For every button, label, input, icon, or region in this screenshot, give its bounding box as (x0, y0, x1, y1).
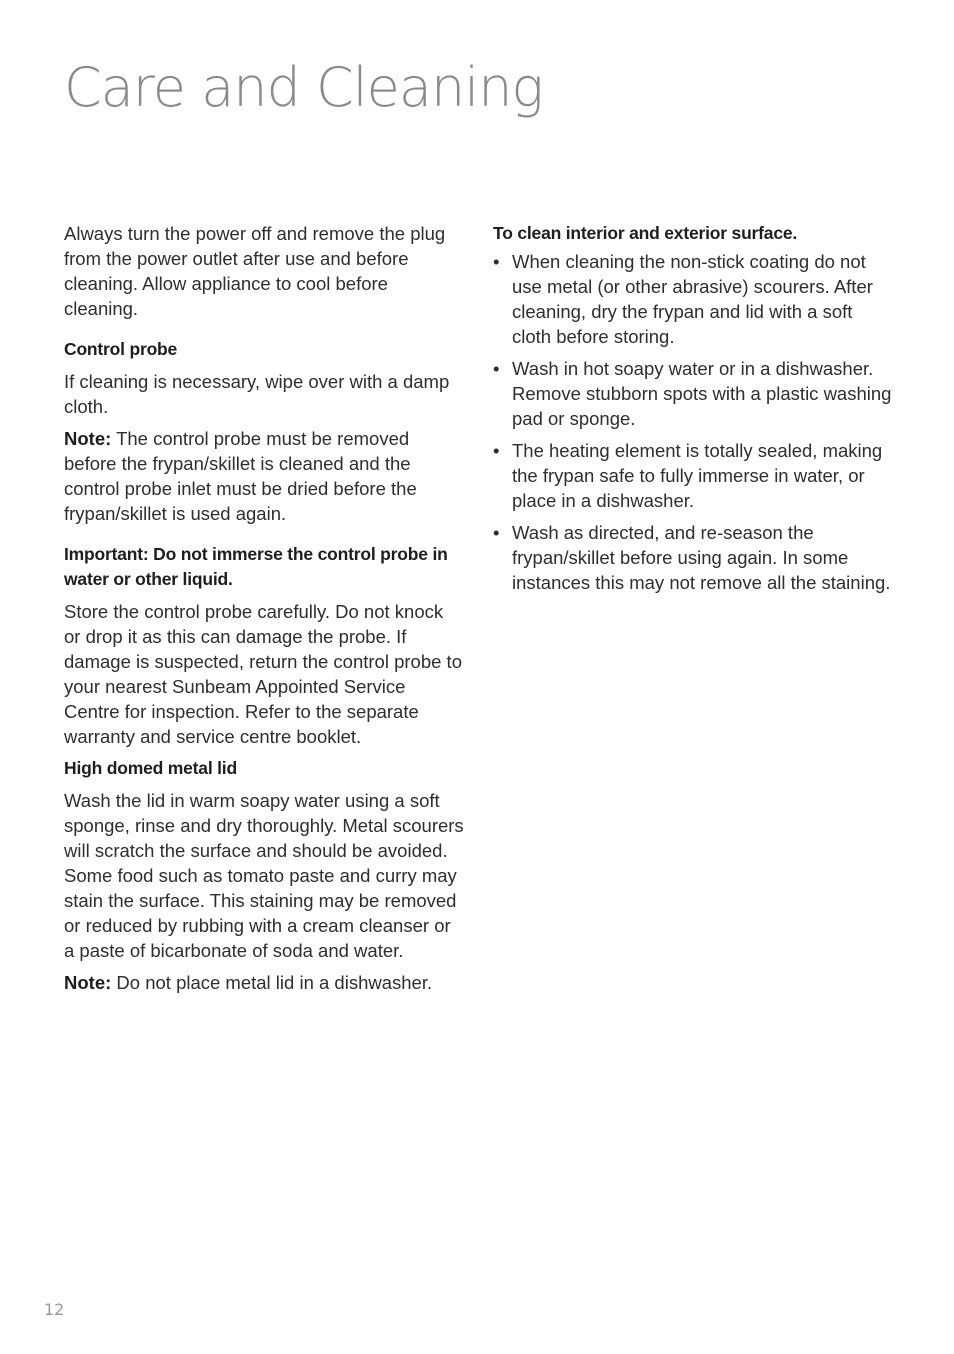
important-heading: Important: Do not immerse the control probe in water or other liquid. (64, 544, 448, 589)
control-probe-body: If cleaning is necessary, wipe over with a damp cloth. (64, 371, 450, 417)
bullet-icon: • (493, 522, 500, 543)
cleaning-heading: To clean interior and exterior surface. (493, 223, 798, 243)
control-probe-heading: Control probe (64, 339, 178, 359)
page-title: Care and Cleaning (64, 56, 543, 119)
list-item (493, 520, 893, 595)
bullet-icon: • (493, 440, 500, 461)
list-item-text: Wash as directed, and re-season the frypan/skillet before using again. In some instances this may not remove all the staining. (512, 522, 891, 593)
lid-heading: High domed metal lid (64, 758, 237, 778)
lid-body: Wash the lid in warm soapy water using a soft sponge, rinse and dry thoroughly. Metal scourers will scratch the surface and should be avoided. Some food such as tomato paste and curry may stain the surface. This staining may be removed or reduced by rubbing with a cream cleanser or a paste of bicarbonate of soda and water. (64, 790, 464, 961)
intro-paragraph: Always turn the power off and remove the plug from the power outlet after use and before cleaning. Allow appliance to cool before cleaning. (64, 223, 446, 319)
page-number: 12 (44, 1300, 65, 1319)
note-text: The control probe must be removed before the frypan/skillet is cleaned and the control probe inlet must be dried before the frypan/skillet is used again. (64, 428, 417, 524)
left-column (64, 221, 464, 995)
lid-note (64, 970, 464, 995)
note-label: Note: (64, 972, 112, 993)
list-item-text: Wash in hot soapy water or in a dishwasher. Remove stubborn spots with a plastic washing pad or sponge. (512, 358, 892, 429)
list-item-text: The heating element is totally sealed, making the frypan safe to fully immerse in water, or place in a dishwasher. (512, 440, 883, 511)
list-item (493, 438, 893, 513)
list-item (493, 356, 893, 431)
right-column (493, 221, 893, 602)
control-probe-note (64, 426, 464, 526)
list-item (493, 249, 893, 349)
cleaning-list (493, 249, 893, 595)
important-body: Store the control probe carefully. Do not knock or drop it as this can damage the probe. If damage is suspected, return the control probe to your nearest Sunbeam Appointed Service Centre for inspection. Refer to the separate warranty and service centre booklet. (64, 601, 462, 747)
list-item-text: When cleaning the non-stick coating do not use metal (or other abrasive) scourers. After cleaning, dry the frypan and lid with a soft cloth before storing. (512, 251, 873, 347)
bullet-icon: • (493, 251, 500, 272)
note-text: Do not place metal lid in a dishwasher. (111, 972, 433, 993)
note-label: Note: (64, 428, 112, 449)
bullet-icon: • (493, 358, 500, 379)
